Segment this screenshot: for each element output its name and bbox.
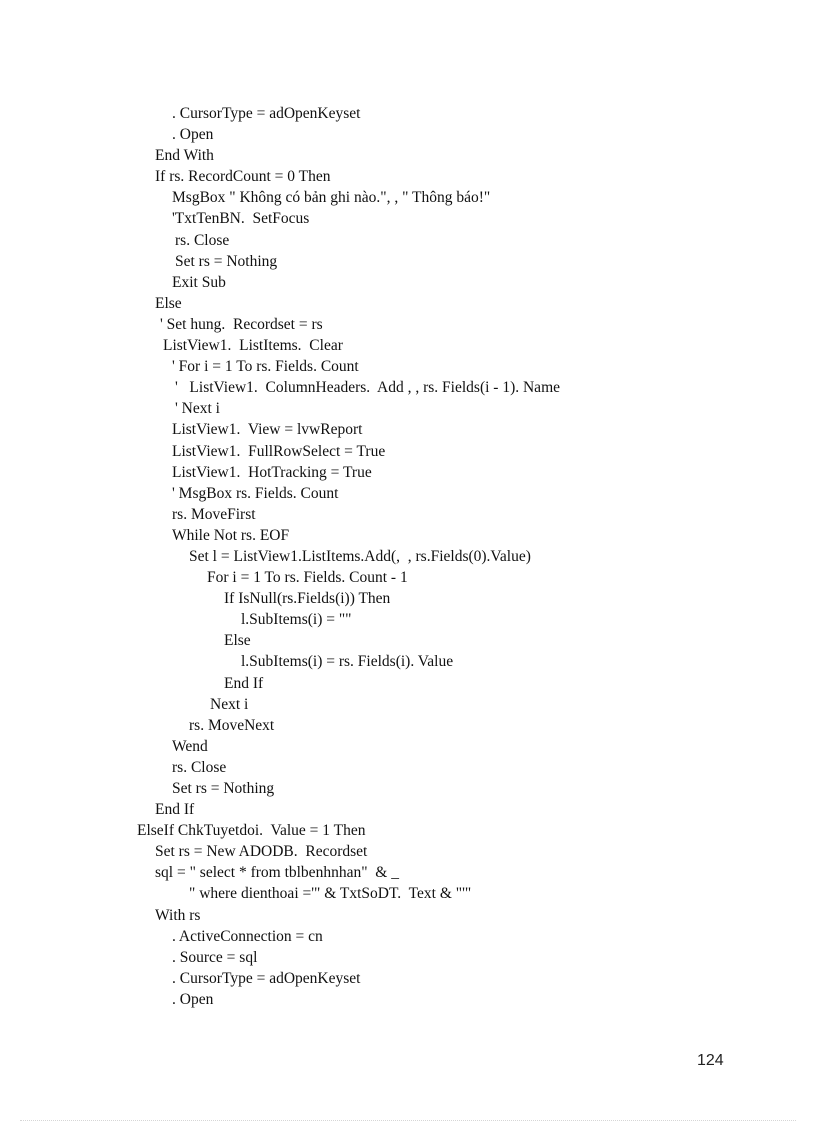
code-line: For i = 1 To rs. Fields. Count - 1: [207, 569, 408, 587]
code-line: ' ListView1. ColumnHeaders. Add , , rs. Fields(i - 1). Name: [175, 379, 561, 397]
code-line: l.SubItems(i) = rs. Fields(i). Value: [241, 653, 454, 671]
code-line: ElseIf ChkTuyetdoi. Value = 1 Then: [137, 822, 366, 840]
code-line: ' For i = 1 To rs. Fields. Count: [172, 358, 359, 376]
code-line: rs. Close: [175, 231, 230, 249]
code-line: Set rs = Nothing: [172, 780, 275, 797]
code-line: l.SubItems(i) = "": [241, 611, 352, 629]
code-line: . ActiveConnection = cn: [172, 927, 323, 945]
code-line: rs. MoveFirst: [172, 505, 256, 523]
code-line: End If: [224, 674, 264, 692]
code-line: Set rs = Nothing: [175, 252, 278, 270]
code-line: . CursorType = adOpenKeyset: [172, 105, 361, 122]
code-line: ListView1. View = lvwReport: [172, 421, 363, 439]
page-number: 124: [697, 1052, 724, 1069]
code-line: . Source = sql: [172, 948, 258, 966]
code-line: rs. MoveNext: [189, 716, 275, 734]
code-block: [0, 103, 816, 1010]
code-line: With rs: [155, 906, 201, 924]
code-line: Set rs = New ADODB. Recordset: [155, 843, 368, 861]
code-line: ListView1. FullRowSelect = True: [172, 442, 386, 460]
code-line: " where dienthoai ='" & TxtSoDT. Text & "'": [189, 885, 472, 903]
code-line: Wend: [172, 737, 208, 755]
code-line: Set l = ListView1.ListItems.Add(, , rs.Fields(0).Value): [189, 547, 531, 565]
code-line: Else: [155, 294, 182, 312]
code-line: While Not rs. EOF: [172, 526, 290, 544]
code-line: If IsNull(rs.Fields(i)) Then: [224, 590, 391, 608]
code-line: ' Set hung. Recordset = rs: [160, 315, 323, 333]
code-line: . Open: [172, 126, 214, 144]
code-line: rs. Close: [172, 758, 227, 776]
code-line: sql = " select * from tblbenhnhan" & _: [155, 864, 399, 882]
code-line: Exit Sub: [172, 273, 226, 291]
code-line: ListView1. ListItems. Clear: [163, 337, 343, 355]
code-line: Else: [224, 632, 251, 650]
code-line: ' MsgBox rs. Fields. Count: [172, 484, 339, 502]
code-line: . Open: [172, 990, 214, 1008]
code-line: End With: [155, 147, 214, 165]
code-line: ListView1. HotTracking = True: [172, 463, 372, 481]
code-line: MsgBox " Không có bản ghi nào.", , " Thông báo!": [172, 189, 491, 207]
code-line: End If: [155, 801, 195, 819]
page-bottom-divider: [20, 1120, 796, 1121]
code-line: 'TxtTenBN. SetFocus: [172, 210, 310, 228]
code-line: Next i: [210, 695, 249, 713]
code-line: ' Next i: [175, 400, 220, 418]
code-line: . CursorType = adOpenKeyset: [172, 969, 361, 987]
code-line: If rs. RecordCount = 0 Then: [155, 168, 331, 186]
